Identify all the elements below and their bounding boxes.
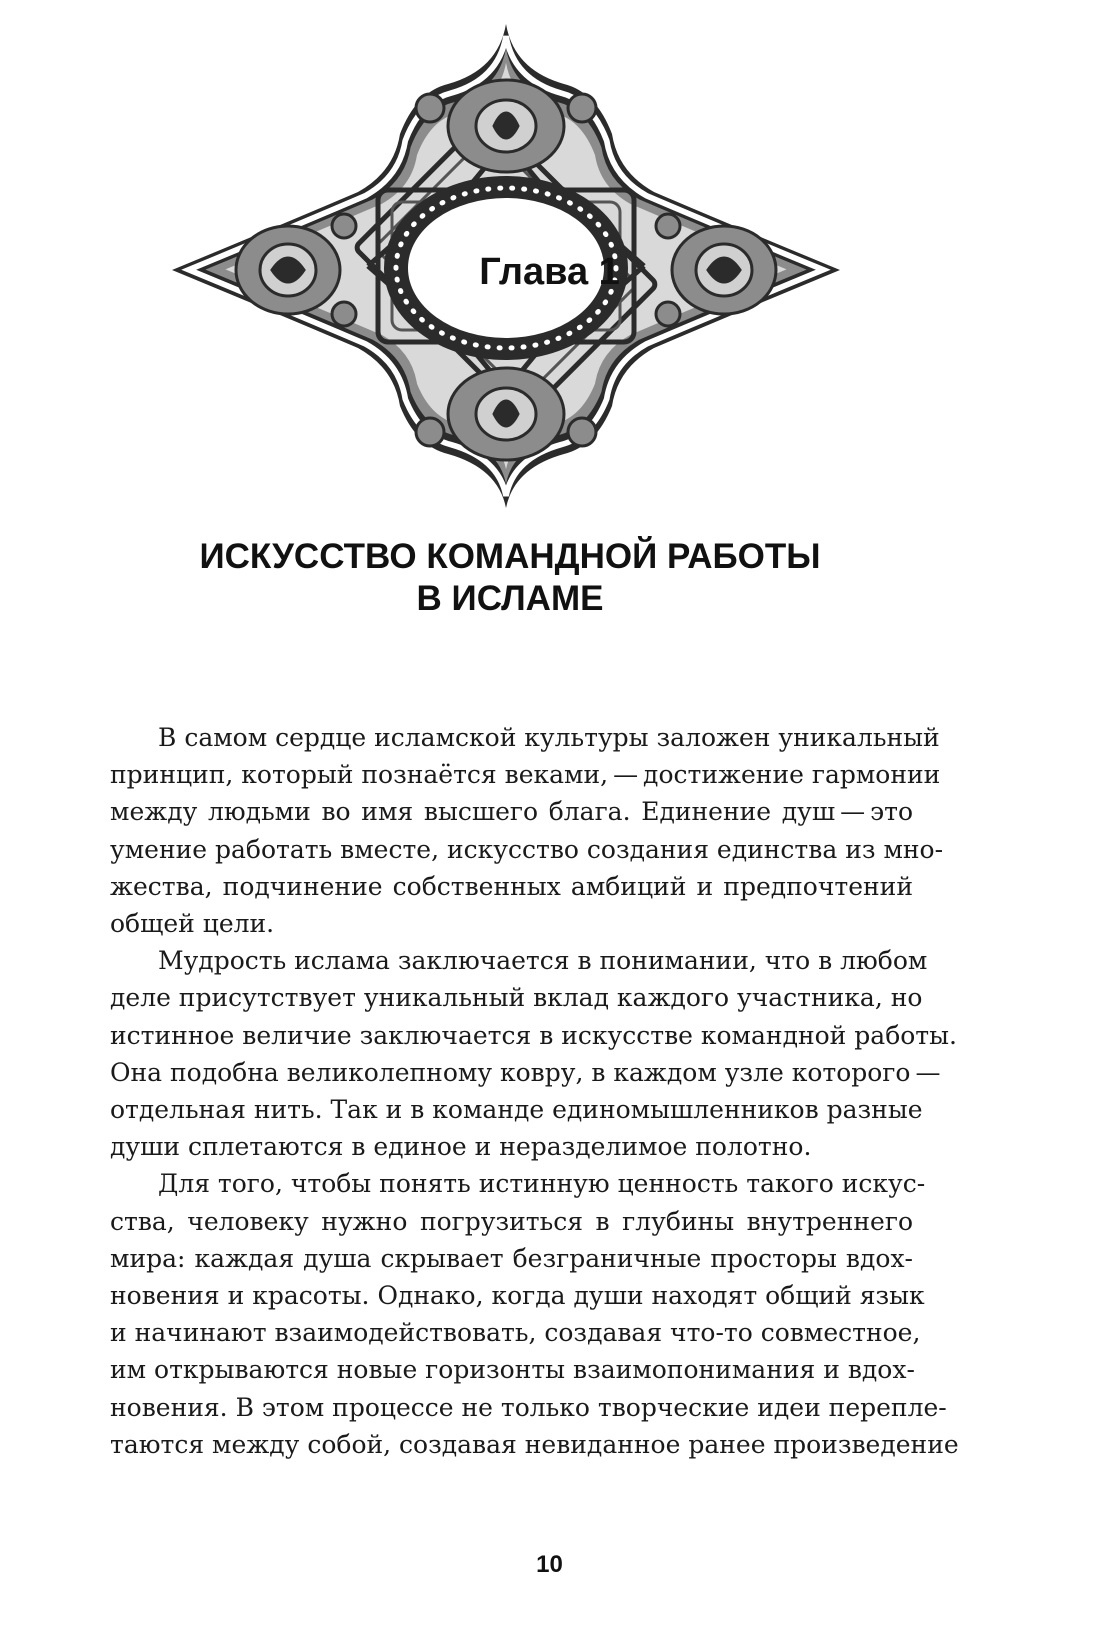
chapter-title-line: ИСКУССТВО КОМАНДНОЙ РАБОТЫ bbox=[199, 537, 821, 576]
text-line: отдельная нить. Так и в команде единомышленников разные bbox=[110, 1095, 923, 1125]
text-line: Мудрость ислама заключается в понимании, что в любом bbox=[158, 946, 928, 976]
text-line: В самом сердце исламской культуры заложен уникальный bbox=[158, 723, 940, 752]
paragraph bbox=[110, 719, 944, 942]
text-line: общей цели. bbox=[110, 909, 275, 939]
body-text bbox=[110, 719, 959, 1463]
text-line: истинное величие заключается в искусстве командной работы. bbox=[110, 1020, 957, 1050]
chapter-label: Глава 1 bbox=[479, 251, 620, 293]
text-line: таются между собой, создавая невиданное ранее произведение bbox=[110, 1429, 959, 1459]
text-line: ства, человеку нужно погрузиться в глубины внутреннего bbox=[110, 1206, 913, 1236]
text-line: им открываются новые горизонты взаимопонимания и вдох- bbox=[110, 1355, 915, 1385]
text-line: между людьми во имя высшего блага. Единение душ — это bbox=[110, 797, 913, 827]
text-line: новения и красоты. Однако, когда души находят общий язык bbox=[110, 1281, 925, 1311]
page-number: 10 bbox=[536, 1551, 563, 1578]
text-line: деле присутствует уникальный вклад каждого участника, но bbox=[110, 983, 923, 1013]
text-line: души сплетаются в единое и неразделимое полотно. bbox=[110, 1132, 812, 1162]
chapter-title-line: В ИСЛАМЕ bbox=[416, 579, 604, 618]
text-line: мира: каждая душа скрывает безграничные просторы вдох- bbox=[110, 1243, 913, 1273]
chapter-title bbox=[100, 536, 920, 620]
text-line: и начинают взаимодействовать, создавая что-то совместное, bbox=[110, 1318, 921, 1348]
text-line: Она подобна великолепному ковру, в каждом узле которого — bbox=[110, 1057, 941, 1087]
text-line: умение работать вместе, искусство создания единства из мно- bbox=[110, 834, 944, 864]
text-line: жества, подчинение собственных амбиций и предпочтений bbox=[110, 871, 913, 901]
text-line: новения. В этом процессе не только творческие идеи перепле- bbox=[110, 1392, 947, 1422]
paragraph bbox=[110, 942, 957, 1165]
paragraph bbox=[110, 1165, 959, 1463]
text-line: Для того, чтобы понять истинную ценность такого искус- bbox=[158, 1169, 926, 1199]
text-line: принцип, который познаётся веками, — достижение гармонии bbox=[110, 760, 941, 790]
